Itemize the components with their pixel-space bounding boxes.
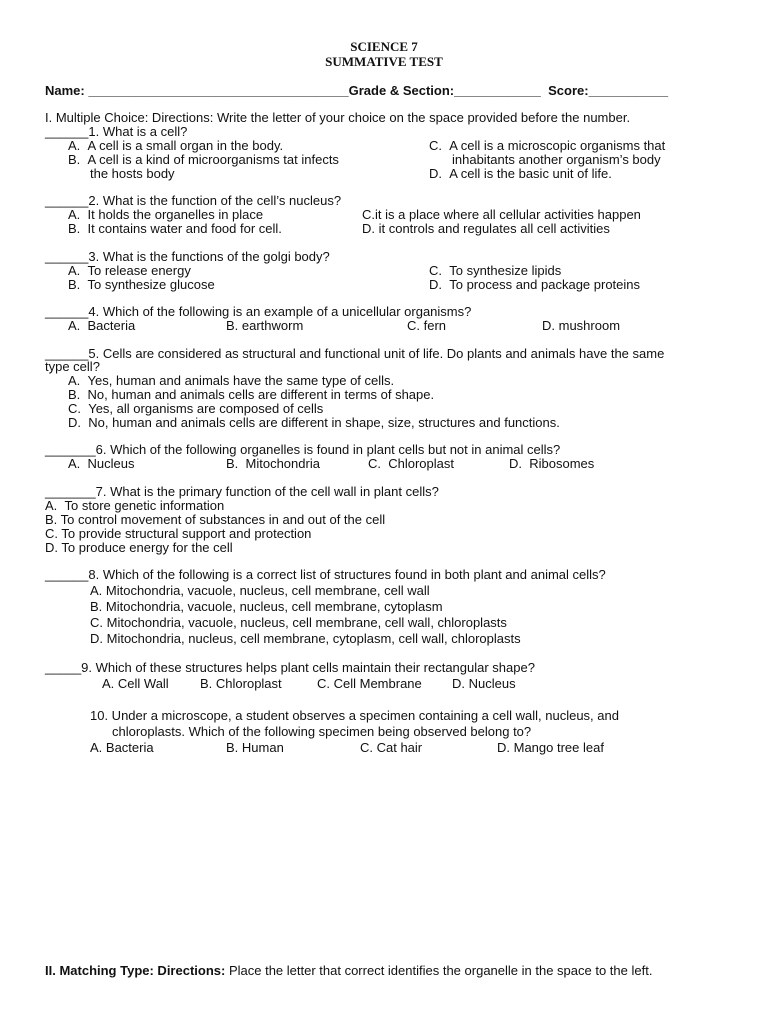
question-7-option-d: D. To produce energy for the cell: [45, 540, 233, 555]
question-1-option-c: C. A cell is a microscopic organisms that: [429, 138, 666, 153]
question-4-option-d: D. mushroom: [542, 318, 621, 333]
question-2-option-c: C.it is a place where all cellular activities happen: [362, 207, 641, 222]
question-4-option-b: B. earthworm: [226, 318, 304, 333]
name-field-label: Name: ____________________________________: [45, 83, 349, 98]
question-5-option-b: B. No, human and animals cells are different in terms of shape.: [68, 387, 435, 402]
question-8-option-d: D. Mitochondria, nucleus, cell membrane, cytoplasm, cell wall, chloroplasts: [90, 631, 521, 646]
question-8-option-b: B. Mitochondria, vacuole, nucleus, cell membrane, cytoplasm: [90, 599, 443, 614]
question-2-option-b: B. It contains water and food for cell.: [68, 221, 282, 236]
test-subject-title: SCIENCE 7: [350, 39, 418, 54]
question-4-option-c: C. fern: [407, 318, 447, 333]
question-2-option-a: A. It holds the organelles in place: [68, 207, 264, 222]
question-5-stem-cont: type cell?: [45, 359, 100, 374]
question-9-option-c: C. Cell Membrane: [317, 676, 422, 691]
question-10-stem-cont: chloroplasts. Which of the following specimen being observed belong to?: [112, 724, 532, 739]
question-9-option-b: B. Chloroplast: [200, 676, 282, 691]
question-8-option-a: A. Mitochondria, vacuole, nucleus, cell membrane, cell wall: [90, 583, 430, 598]
question-5-option-c: C. Yes, all organisms are composed of cells: [68, 401, 324, 416]
question-4-option-a: A. Bacteria: [68, 318, 136, 333]
question-8-stem: ______8. Which of the following is a correct list of structures found in both plant and animal cells?: [45, 567, 606, 582]
question-10-stem: 10. Under a microscope, a student observes a specimen containing a cell wall, nucleus, and: [90, 708, 619, 723]
grade-section-label: Grade & Section:: [348, 83, 455, 98]
section1-directions: I. Multiple Choice: Directions: Write the letter of your choice on the space provided before the number.: [45, 110, 631, 125]
question-1-option-a: A. A cell is a small organ in the body.: [68, 138, 284, 153]
question-5-stem: ______5. Cells are considered as structural and functional unit of life. Do plants and animals have the same: [45, 346, 665, 361]
question-3-option-a: A. To release energy: [68, 263, 191, 278]
question-9-option-a: A. Cell Wall: [102, 676, 169, 691]
question-6-option-c: C. Chloroplast: [368, 456, 454, 471]
question-7-option-b: B. To control movement of substances in and out of the cell: [45, 512, 386, 527]
question-5-option-d: D. No, human and animals cells are different in shape, size, structures and functions.: [68, 415, 560, 430]
question-2-stem: ______2. What is the function of the cell’s nucleus?: [45, 193, 342, 208]
question-7-option-c: C. To provide structural support and protection: [45, 526, 312, 541]
section2-heading: II. Matching Type: Directions:: [45, 963, 226, 978]
question-7-stem: _______7. What is the primary function of the cell wall in plant cells?: [45, 484, 439, 499]
name-field: [45, 84, 668, 98]
question-1-option-b: B. A cell is a kind of microorganisms tat infects: [68, 152, 339, 167]
grade-section-blank: ____________: [454, 83, 541, 98]
question-6-stem: _______6. Which of the following organelles is found in plant cells but not in animal cells?: [45, 442, 561, 457]
question-6-option-b: B. Mitochondria: [226, 456, 320, 471]
score-label: Score:: [548, 83, 589, 98]
question-9-stem: _____9. Which of these structures helps plant cells maintain their rectangular shape?: [45, 660, 535, 675]
question-7-option-a: A. To store genetic information: [45, 498, 225, 513]
question-1-option-b-cont: the hosts body: [90, 166, 175, 181]
question-6-option-d: D. Ribosomes: [509, 456, 595, 471]
test-type-title: SUMMATIVE TEST: [325, 54, 443, 69]
section2-directions: [45, 964, 652, 978]
question-3-option-d: D. To process and package proteins: [429, 277, 641, 292]
section2-text: Place the letter that correct identifies the organelle in the space to the left.: [225, 963, 653, 978]
question-4-stem: ______4. Which of the following is an example of a unicellular organisms?: [45, 304, 472, 319]
question-10-option-a: A. Bacteria: [90, 740, 154, 755]
question-3-stem: ______3. What is the functions of the golgi body?: [45, 249, 330, 264]
question-10-option-d: D. Mango tree leaf: [497, 740, 604, 755]
score-blank: ___________: [588, 83, 669, 98]
question-10-option-b: B. Human: [226, 740, 284, 755]
question-3-option-c: C. To synthesize lipids: [429, 263, 562, 278]
question-6-option-a: A. Nucleus: [68, 456, 135, 471]
question-3-option-b: B. To synthesize glucose: [68, 277, 215, 292]
question-5-option-a: A. Yes, human and animals have the same type of cells.: [68, 373, 395, 388]
question-1-stem: ______1. What is a cell?: [45, 124, 188, 139]
question-10-option-c: C. Cat hair: [360, 740, 423, 755]
question-1-option-c-cont: inhabitants another organism’s body: [452, 152, 661, 167]
question-1-option-d: D. A cell is the basic unit of life.: [429, 166, 612, 181]
question-8-option-c: C. Mitochondria, vacuole, nucleus, cell membrane, cell wall, chloroplasts: [90, 615, 507, 630]
question-2-option-d: D. it controls and regulates all cell activities: [362, 221, 610, 236]
question-9-option-d: D. Nucleus: [452, 676, 516, 691]
